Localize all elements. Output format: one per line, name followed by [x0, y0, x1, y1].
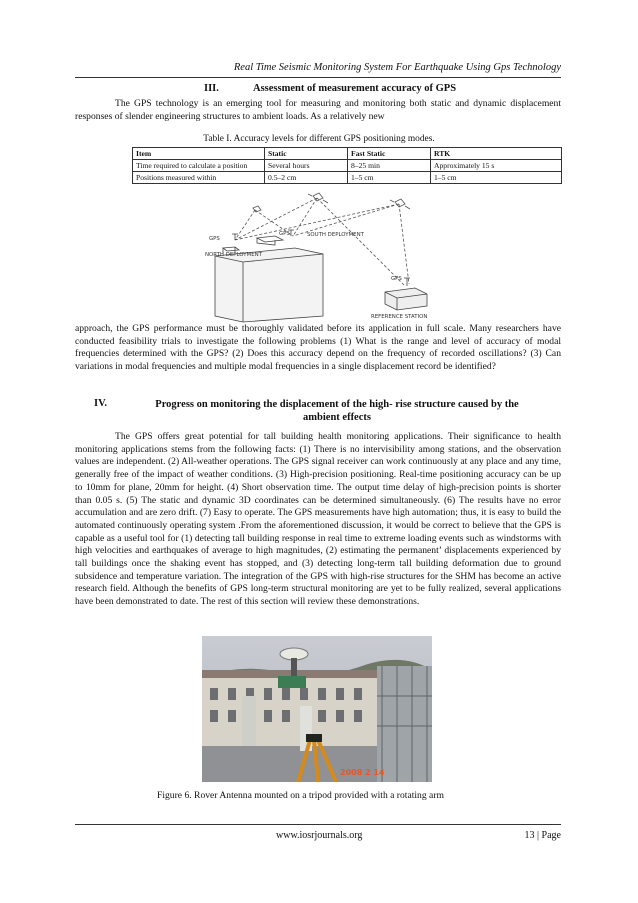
footer-rule — [75, 824, 561, 825]
section-4-body: The GPS offers great potential for tall building health monitoring applications. Their significance to health monitoring applications stems from the following facts: (1) There is no intervisibility among stations, and the observation values are independent. (2) All-weather operations. The GPS signal receiver can work continuously at any place and any time, generally free of the impact of weather conditions. (3) High-precision positioning. Real-time positioning accuracy can be up to 10mm for plane, 20mm for height. (4) Short observation time. The output time delay of high-precision points is shorter than 0.05 s. (5) The static and dynamic 3D coordinates can be determined simultaneously. (6) The results have no error accumulation and are zero drift. (7) Easy to operate. The GPS measurements have high automation; thus, it is easy to build the automated continuously operating system .From the aforementioned discussion, it would be correct to believe that the GPS is capable as a useful tool for (1) detecting tall building response in real time to extreme loading events such as windstorms with high velocities and earthquakes of average to high magnitudes, (2) estimating the permanent’ displacements experienced by tall buildings once the shaking event has stopped, and (3) detecting long-term tall building deformation due to ground subsidence and temperature variation. The integration of the GPS with high-rise structures for the SHM has become an active research field. Although the benefits of GPS long-term structural monitoring are yet to be fully realized, several applications have been demonstrated to date. The rest of this section will review these demonstrations. — [75, 431, 561, 608]
section-4-number: IV. — [94, 398, 107, 409]
photo-date-stamp: 2008 2 14 — [340, 768, 385, 777]
table-cell: Positions measured within — [133, 172, 265, 184]
diagram-label: GPS — [391, 276, 402, 282]
table-header-cell: RTK — [431, 148, 562, 160]
table-cell: 1–5 cm — [348, 172, 431, 184]
table-header-cell: Fast Static — [348, 148, 431, 160]
running-header: Real Time Seismic Monitoring System For Earthquake Using Gps Technology — [233, 62, 561, 73]
diagram-label: GPS — [209, 236, 220, 242]
table-header-row — [133, 148, 562, 160]
diagram-label: SOUTH DEPLOYMENT — [307, 232, 364, 238]
section-4-title: Progress on monitoring the displacement of the high- rise structure caused by the ambient effects — [155, 399, 519, 423]
section-3-number: III. — [204, 83, 219, 94]
table-cell: Approximately 15 s — [431, 160, 562, 172]
table-caption: Table I. Accuracy levels for different GPS positioning modes. — [203, 134, 435, 144]
table-header-cell: Static — [265, 148, 348, 160]
table-cell: 1–5 cm — [431, 172, 562, 184]
section-3-title: Assessment of measurement accuracy of GPS — [253, 83, 457, 94]
accuracy-table — [132, 147, 562, 184]
section-3-intro: The GPS technology is an emerging tool for measuring and monitoring both static and dynamic displacement responses of slender engineering structures to ambient loads. As a relatively new — [75, 98, 561, 122]
diagram-label: NORTH DEPLOYMENT — [205, 252, 262, 258]
footer-page-number: 13 | Page — [524, 830, 561, 841]
table-row — [133, 172, 562, 184]
table-header-cell: Item — [133, 148, 265, 160]
table-cell: Several hours — [265, 160, 348, 172]
table-cell: Time required to calculate a position — [133, 160, 265, 172]
paragraph-approach: approach, the GPS performance must be thoroughly validated before its application in full scale. Many researchers have conducted feasibility trials to investigate the following problems (1) What is the range and level of accuracy of modal frequencies determined with the GPS? (2) Does this accuracy depend on the frequency of recorded oscillations? (3) Can variations in modal frequencies and multiple modal frequencies in a single displacement record be identified? — [75, 323, 561, 373]
gps-deployment-diagram — [195, 188, 445, 323]
header-rule — [75, 77, 561, 78]
satellite-icon — [390, 199, 410, 209]
diagram-label: GPS — [279, 231, 290, 237]
figure-6-caption: Figure 6. Rover Antenna mounted on a tripod provided with a rotating arm — [157, 790, 444, 801]
diagram-label: REFERENCE STATION — [371, 314, 428, 320]
table-cell: 0.5–2 cm — [265, 172, 348, 184]
rover-antenna-photo — [202, 636, 432, 782]
table-row — [133, 160, 562, 172]
footer-site: www.iosrjournals.org — [276, 830, 363, 841]
table-cell: 8–25 min — [348, 160, 431, 172]
